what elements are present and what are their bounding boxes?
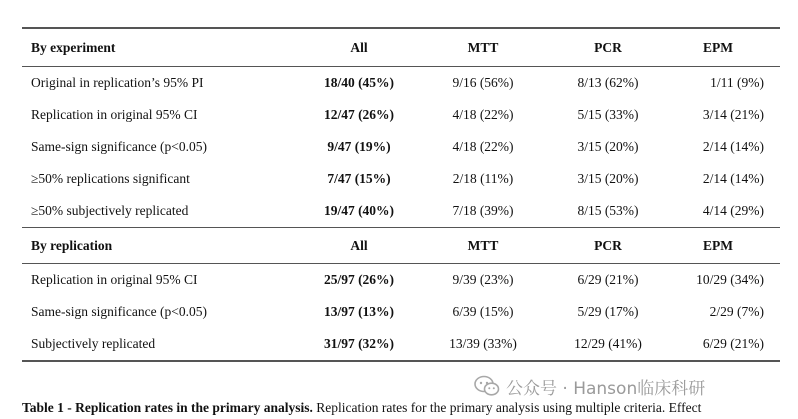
cell-mtt: 4/18 (22%) bbox=[452, 139, 514, 154]
cell-pcr: 3/15 (20%) bbox=[577, 171, 639, 186]
cell-pcr: 5/15 (33%) bbox=[577, 107, 639, 122]
wechat-icon bbox=[474, 375, 500, 397]
section-header-by-replication bbox=[22, 227, 780, 264]
watermark-text: 公众号 · Hanson临床科研 bbox=[506, 378, 706, 399]
cell-all: 19/47 (40%) bbox=[323, 203, 395, 218]
table-row bbox=[22, 99, 780, 131]
header-mtt: MTT bbox=[467, 39, 499, 55]
row-label: Replication in original 95% CI bbox=[31, 272, 198, 287]
header-pcr: PCR bbox=[594, 39, 622, 55]
table-caption bbox=[22, 400, 798, 416]
cell-all: 18/40 (45%) bbox=[323, 75, 395, 90]
cell-mtt: 9/16 (56%) bbox=[452, 75, 514, 90]
cell-all: 7/47 (15%) bbox=[327, 171, 391, 186]
cell-pcr: 5/29 (17%) bbox=[577, 304, 639, 319]
cell-mtt: 7/18 (39%) bbox=[452, 203, 514, 218]
row-label: ≥50% subjectively replicated bbox=[31, 203, 189, 218]
header-label: By replication bbox=[31, 237, 113, 253]
header-all: All bbox=[350, 39, 368, 55]
cell-epm: 2/14 (14%) bbox=[702, 171, 764, 186]
section-header-by-experiment bbox=[22, 29, 780, 67]
cell-all: 9/47 (19%) bbox=[327, 139, 391, 154]
cell-epm: 2/14 (14%) bbox=[702, 139, 764, 154]
cell-pcr: 8/15 (53%) bbox=[577, 203, 639, 218]
cell-mtt: 4/18 (22%) bbox=[452, 107, 514, 122]
header-all: All bbox=[350, 237, 368, 253]
wechat-watermark bbox=[474, 373, 705, 399]
cell-mtt: 9/39 (23%) bbox=[452, 272, 514, 287]
cell-pcr: 6/29 (21%) bbox=[577, 272, 639, 287]
caption-body: Replication rates for the primary analysis using multiple criteria. Effect bbox=[312, 400, 702, 415]
cell-all: 25/97 (26%) bbox=[323, 272, 395, 287]
table-row bbox=[22, 328, 780, 360]
header-mtt: MTT bbox=[467, 237, 499, 253]
header-pcr: PCR bbox=[594, 237, 622, 253]
header-label: By experiment bbox=[31, 39, 116, 55]
cell-epm: 6/29 (21%) bbox=[702, 336, 764, 351]
cell-pcr: 8/13 (62%) bbox=[577, 75, 639, 90]
row-label: Same-sign significance (p<0.05) bbox=[31, 304, 207, 319]
cell-pcr: 3/15 (20%) bbox=[577, 139, 639, 154]
row-label: Replication in original 95% CI bbox=[31, 107, 198, 122]
cell-all: 13/97 (13%) bbox=[323, 304, 395, 319]
cell-epm: 1/11 (9%) bbox=[710, 75, 764, 90]
row-label: Subjectively replicated bbox=[31, 336, 156, 351]
cell-epm: 10/29 (34%) bbox=[696, 272, 764, 287]
cell-all: 12/47 (26%) bbox=[323, 107, 395, 122]
header-epm: EPM bbox=[703, 237, 733, 253]
replication-rates-table bbox=[22, 27, 780, 362]
table-row bbox=[22, 131, 780, 163]
cell-epm: 2/29 (7%) bbox=[709, 304, 764, 319]
table-row bbox=[22, 163, 780, 195]
row-label: ≥50% replications significant bbox=[31, 171, 190, 186]
cell-epm: 3/14 (21%) bbox=[702, 107, 764, 122]
table-row bbox=[22, 195, 780, 227]
table-row bbox=[22, 296, 780, 328]
cell-epm: 4/14 (29%) bbox=[702, 203, 764, 218]
cell-mtt: 2/18 (11%) bbox=[452, 171, 514, 186]
table-row bbox=[22, 264, 780, 296]
row-label: Same-sign significance (p<0.05) bbox=[31, 139, 207, 154]
cell-mtt: 13/39 (33%) bbox=[449, 336, 517, 351]
row-label: Original in replication’s 95% PI bbox=[31, 75, 204, 90]
cell-all: 31/97 (32%) bbox=[323, 336, 395, 351]
cell-mtt: 6/39 (15%) bbox=[452, 304, 514, 319]
header-epm: EPM bbox=[703, 39, 733, 55]
table-row bbox=[22, 67, 780, 99]
caption-title: Table 1 - Replication rates in the primary analysis. bbox=[22, 400, 313, 415]
cell-pcr: 12/29 (41%) bbox=[574, 336, 642, 351]
